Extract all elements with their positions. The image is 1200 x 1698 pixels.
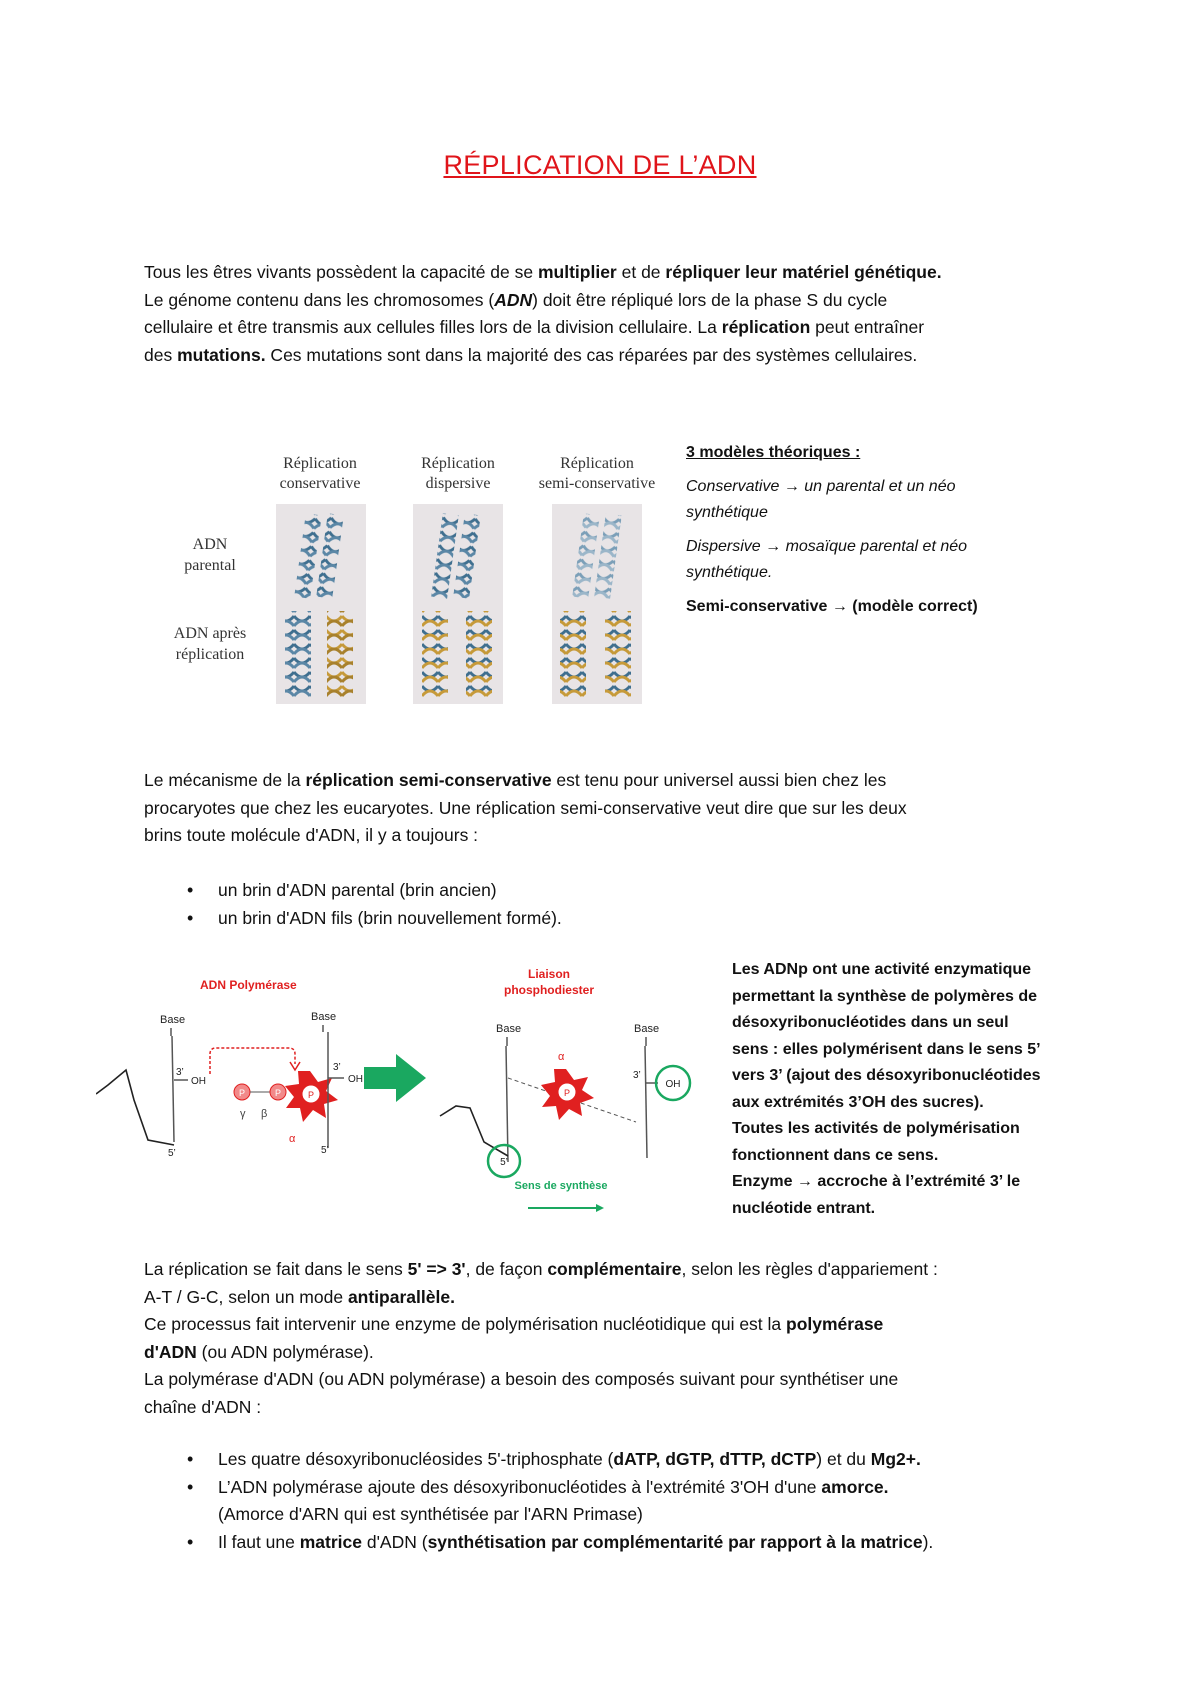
page-title: RÉPLICATION DE L’ADN	[443, 150, 757, 180]
helix-semi-daughter-1	[560, 611, 586, 697]
svg-text:OH: OH	[665, 1079, 681, 1090]
list-item: • Les quatre désoxyribonucléosides 5'-triphosphate (dATP, dGTP, dTTP, dCTP) et du Mg2+.	[144, 1446, 1044, 1474]
col-title-dispersive: Réplication	[421, 455, 495, 472]
svg-text:3’: 3’	[176, 1067, 184, 1078]
col-subtitle-dispersive: dispersive	[425, 475, 491, 492]
col-title-semiconservative: Réplication	[560, 455, 634, 472]
models-heading: 3 modèles théoriques :	[686, 444, 861, 461]
svg-text:5’: 5’	[500, 1157, 508, 1168]
strand-backbone-left	[96, 1070, 174, 1145]
svg-text:P: P	[274, 1088, 282, 1098]
polymerase-diagram	[96, 960, 716, 1225]
polymerase-figure	[96, 960, 716, 1225]
svg-text:5’: 5’	[168, 1148, 176, 1159]
model-semiconservative: Semi-conservative → (modèle correct)	[686, 598, 978, 615]
helix-semi-daughter-2	[605, 611, 631, 697]
row-label-after: ADN après	[173, 625, 247, 642]
svg-text:OH: OH	[348, 1074, 363, 1085]
svg-text:5’: 5’	[321, 1145, 329, 1156]
svg-text:α: α	[558, 1051, 565, 1063]
label-liaison: Liaison	[527, 967, 571, 981]
adnp-note: Les ADNp ont une activité enzymatique permettant la synthèse de polymères de désoxyribonucléotides dans un seul sens : elles polymérisent dans le sens 5’ vers 3’ (ajout des désoxyribonucléotides aux extrémités 3’OH des sucres). Toutes les activités de polymérisation fonctionnent dans ce sens. Enzyme → accroche à l’extrémité 3’ le nucléotide entrant.	[732, 961, 1041, 1217]
replication-models-figure	[150, 446, 670, 711]
replication-models-diagram	[150, 446, 670, 711]
list-item: • Il faut une matrice d'ADN (synthétisation par complémentarité par rapport à la matrice).	[144, 1529, 1044, 1557]
col-title-conservative: Réplication	[283, 455, 357, 472]
svg-text:OH: OH	[191, 1076, 206, 1087]
col-subtitle-semiconservative: semi-conservative	[538, 475, 656, 492]
intro-paragraph: Tous les êtres vivants possèdent la capacité de se multiplier et de répliquer leur matériel génétique. Le génome contenu dans les chromosomes (ADN) doit être répliqué lors de la phase S du cycle cellulaire et être transmis aux cellules filles lors de la division cellulaire. La réplication peut entraîner des mutations. Ces mutations sont dans la majorité des cas réparées par des systèmes cellulaires.	[144, 262, 942, 365]
row-sublabel-parental: parental	[184, 557, 236, 574]
list-item: • un brin d'ADN fils (brin nouvellement formé).	[144, 905, 1044, 933]
transfer-arrow	[210, 1048, 295, 1074]
mechanism-paragraph: Le mécanisme de la réplication semi-conservative est tenu pour universel aussi bien chez les procaryotes que chez les eucaryotes. Une réplication semi-conservative veut dire que sur les deux brins toute molécule d'ADN, il y a toujours :	[144, 770, 907, 845]
label-phosphodiester: phosphodiester	[503, 983, 595, 997]
models-legend: 3 modèles théoriques : Conservative → un parental et un néo synthétique Dispersive → mosaïque parental et néo synthétique. Semi-conservative → (modèle correct)	[686, 444, 978, 615]
strand-list	[144, 877, 1044, 932]
requirements-list	[144, 1446, 1044, 1556]
svg-text:γ: γ	[240, 1108, 246, 1120]
row-label-parental: ADN	[192, 536, 228, 553]
svg-text:P: P	[563, 1088, 571, 1098]
label-base-right-2: Base	[634, 1023, 660, 1035]
svg-text:3’: 3’	[333, 1062, 341, 1073]
helix-cons-daughter-2	[327, 611, 353, 697]
label-base-left-2: Base	[311, 1011, 337, 1023]
label-base-left-1: Base	[160, 1014, 186, 1026]
strand-backbone-right	[440, 1106, 508, 1156]
svg-text:β: β	[261, 1108, 268, 1120]
svg-text:P: P	[307, 1090, 315, 1100]
step-arrow	[364, 1054, 426, 1102]
label-base-right-1: Base	[496, 1023, 522, 1035]
helix-cons-daughter-1	[285, 611, 311, 697]
svg-text:α: α	[289, 1133, 296, 1145]
label-sens-synthese: Sens de synthèse	[514, 1180, 608, 1192]
list-item: • un brin d'ADN parental (brin ancien)	[144, 877, 1044, 905]
direction-paragraph: La réplication se fait dans le sens 5' => 3', de façon complémentaire, selon les règles d'appariement : A-T / G-C, selon un mode antiparallèle. Ce processus fait intervenir une enzyme de polymérisation nucléotidique qui est la polymérase d'ADN (ou ADN polymérase). La polymérase d'ADN (ou ADN polymérase) a besoin des composés suivant pour synthétiser une chaîne d'ADN :	[144, 1259, 938, 1417]
helix-disp-daughter-1	[422, 611, 448, 697]
svg-text:3’: 3’	[633, 1070, 641, 1081]
label-adn-polymerase: ADN Polymérase	[200, 978, 297, 992]
svg-text:P: P	[238, 1088, 246, 1098]
helix-disp-daughter-2	[466, 611, 492, 697]
list-item: • L’ADN polymérase ajoute des désoxyribonucléotides à l'extrémité 3'OH d'une amorce. (Amorce d'ARN qui est synthétisée par l'ARN Primase)	[144, 1474, 1044, 1529]
row-sublabel-after: réplication	[175, 646, 245, 663]
col-subtitle-conservative: conservative	[279, 475, 361, 492]
